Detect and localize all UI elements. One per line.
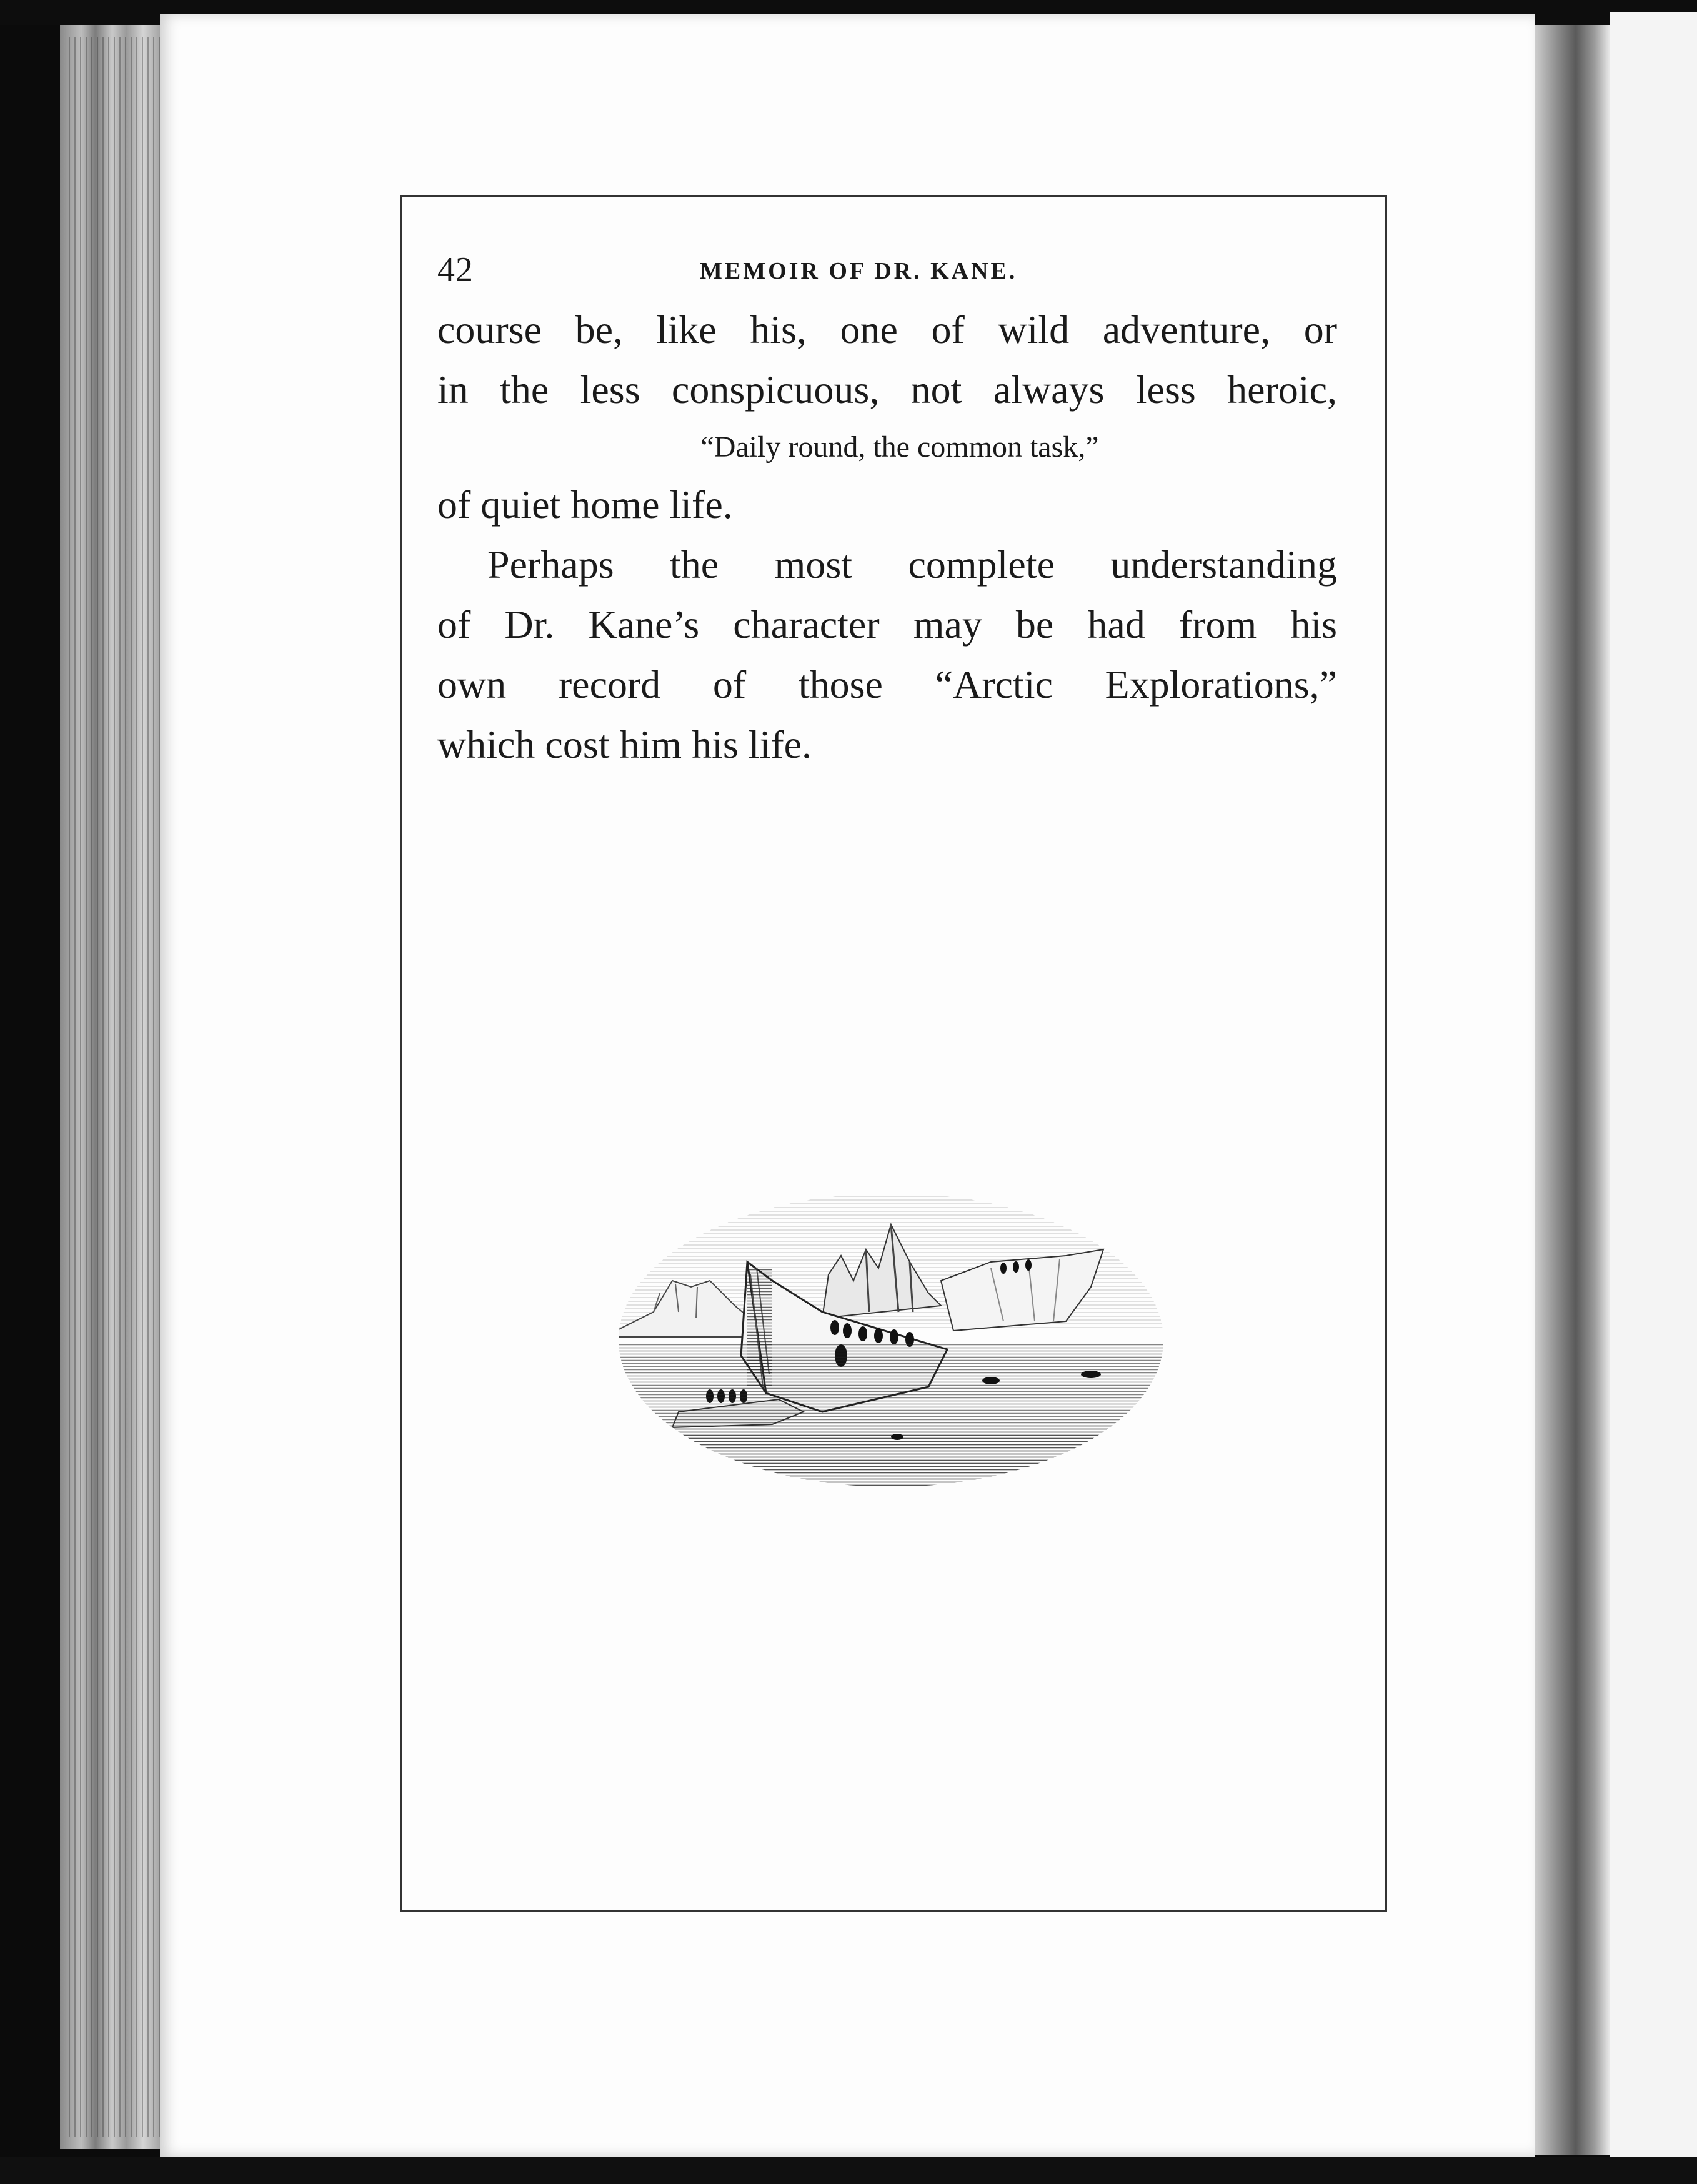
body-line: in the less conspicuous, not always less heroic, — [437, 367, 1337, 412]
body-line: of quiet home life. — [437, 482, 733, 527]
running-head-title: MEMOIR OF DR. KANE. — [700, 258, 1018, 284]
book-gutter — [1535, 25, 1610, 2155]
paragraph-line: own record of those “Arctic Explorations,” — [437, 662, 1337, 707]
running-head — [437, 244, 1337, 300]
paragraph-line: of Dr. Kane’s character may be had from his — [437, 602, 1337, 647]
quotation: “Daily round, the common task,” — [700, 430, 1099, 464]
scan-background-bottom — [0, 2157, 1697, 2184]
page-edges-texture — [69, 37, 169, 2137]
paragraph-line: Perhaps the most complete understanding — [487, 542, 1337, 587]
body-line: course be, like his, one of wild adventure, or — [437, 307, 1337, 352]
text-block — [437, 244, 1337, 775]
paragraph-line: which cost him his life. — [437, 722, 812, 767]
page-number: 42 — [437, 251, 474, 289]
facing-page-edge — [1610, 12, 1697, 2162]
arctic-icebergs-engraving-icon — [616, 1187, 1166, 1493]
